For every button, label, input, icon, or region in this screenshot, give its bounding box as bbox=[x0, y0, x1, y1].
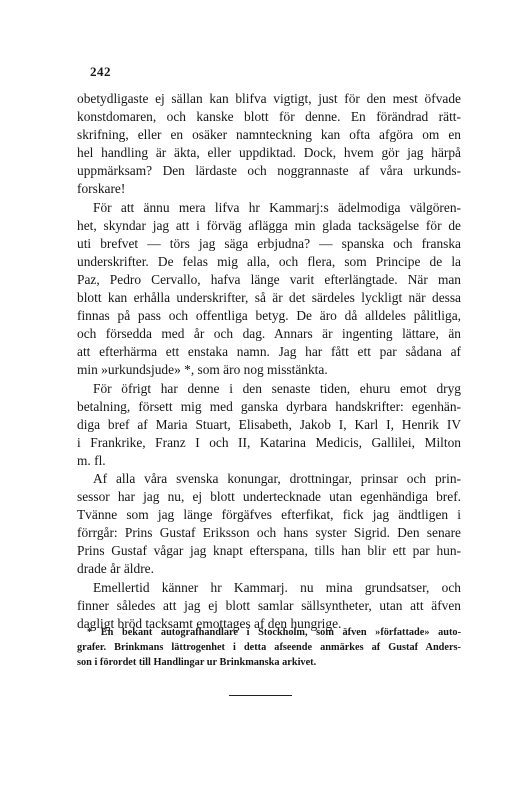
text-line: skrifning, eller en osäker namnteckning kan ofta afgöra om en bbox=[77, 127, 461, 143]
footnote bbox=[77, 625, 461, 671]
text-line: finnas på pass och offentliga betyg. De äro då alldeles pålitliga, bbox=[77, 308, 461, 324]
text-line: uti brefvet — törs jag säga erbjudna? — spanska och franska bbox=[77, 235, 461, 251]
text-line: dagligt bröd tacksamt emottages af den hungrige. bbox=[77, 615, 342, 631]
text-line: blott kan erhålla underskrifter, så är det särdeles lyckligt när dessa bbox=[77, 290, 461, 306]
footnote-line: son i förordet till Handlingar ur Brinkmanska arkivet. bbox=[77, 657, 317, 669]
end-rule bbox=[229, 695, 292, 696]
paragraph-1 bbox=[77, 90, 461, 199]
text-line: Emellertid känner hr Kammarj. nu mina grundsatser, och bbox=[93, 579, 461, 595]
text-line: forskare! bbox=[77, 181, 126, 197]
text-line: hel handling är äkta, eller uppdiktad. Dock, hvem gör jag härpå bbox=[77, 145, 461, 161]
text-line: sessor har jag nu, ej blott undertecknade utan egenhändiga bref. bbox=[77, 489, 461, 505]
text-line: Paz, Pedro Cervallo, hafva länge varit efterlängtade. När man bbox=[77, 271, 461, 287]
text-line: drade år äldre. bbox=[77, 561, 154, 577]
text-line: Af alla våra svenska konungar, drottningar, prinsar och prin- bbox=[93, 470, 461, 486]
paragraph-3 bbox=[77, 380, 461, 470]
text-line: betalning, försett mig med ganska dyrbara handskrifter: egenhän- bbox=[77, 398, 461, 414]
footnote-line: grafer. Brinkmans lättrogenhet i detta afseende anmärkes af Gustaf Anders- bbox=[77, 642, 461, 654]
body-text bbox=[77, 90, 461, 633]
text-line: min »urkundsjude» *, som äro nog misstänkta. bbox=[77, 362, 328, 378]
text-line: konstdomaren, och kanske blott för denne. En förändrad rätt- bbox=[77, 109, 461, 125]
text-line: diga bref af Maria Stuart, Elisabeth, Jakob I, Karl I, Henrik IV bbox=[77, 416, 461, 432]
text-line: att efterhärma ett enstaka namn. Jag har fått ett par sådana af bbox=[77, 344, 461, 360]
text-line: i Frankrike, Franz I och II, Katarina Medicis, Gallilei, Milton bbox=[77, 434, 461, 450]
page-number: 242 bbox=[90, 64, 111, 79]
text-line: m. fl. bbox=[77, 452, 106, 468]
text-line: Prins Gustaf vågar jag knapt efterspana, tills han blir ett par hun- bbox=[77, 543, 461, 559]
text-line: uppmärksam? Den lärdaste och noggrannaste af våra urkunds- bbox=[77, 163, 461, 179]
footnote-line: * En bekant autografhandlare i Stockholm, som äfven »författade» auto- bbox=[87, 627, 461, 638]
text-line: och försedda med år och dag. Annars är ingenting lättare, än bbox=[77, 326, 461, 342]
text-line: underskrifter. De felas mig alla, och flera, som Principe de la bbox=[77, 253, 461, 269]
text-line: het, skyndar jag att i förväg aflägga min glada tacksägelse för de bbox=[77, 217, 461, 233]
text-line: förrgår: Prins Gustaf Eriksson och hans syster Sigrid. Den senare bbox=[77, 525, 461, 541]
text-line: finner således att jag ej blott samlar sällsyntheter, utan att äfven bbox=[77, 597, 461, 613]
text-line: För öfrigt har denne i den senaste tiden, ehuru emot dryg bbox=[93, 380, 461, 396]
text-line: För att ännu mera lifva hr Kammarj:s ädelmodiga välgören- bbox=[93, 199, 461, 215]
text-line: Tvänne som jag länge förgäfves efterfikat, fick jag ändtligen i bbox=[77, 507, 461, 523]
text-line: obetydligaste ej sällan kan blifva vigtigt, just för den mest öfvade bbox=[77, 91, 461, 106]
paragraph-2 bbox=[77, 199, 461, 380]
paragraph-4 bbox=[77, 470, 461, 579]
